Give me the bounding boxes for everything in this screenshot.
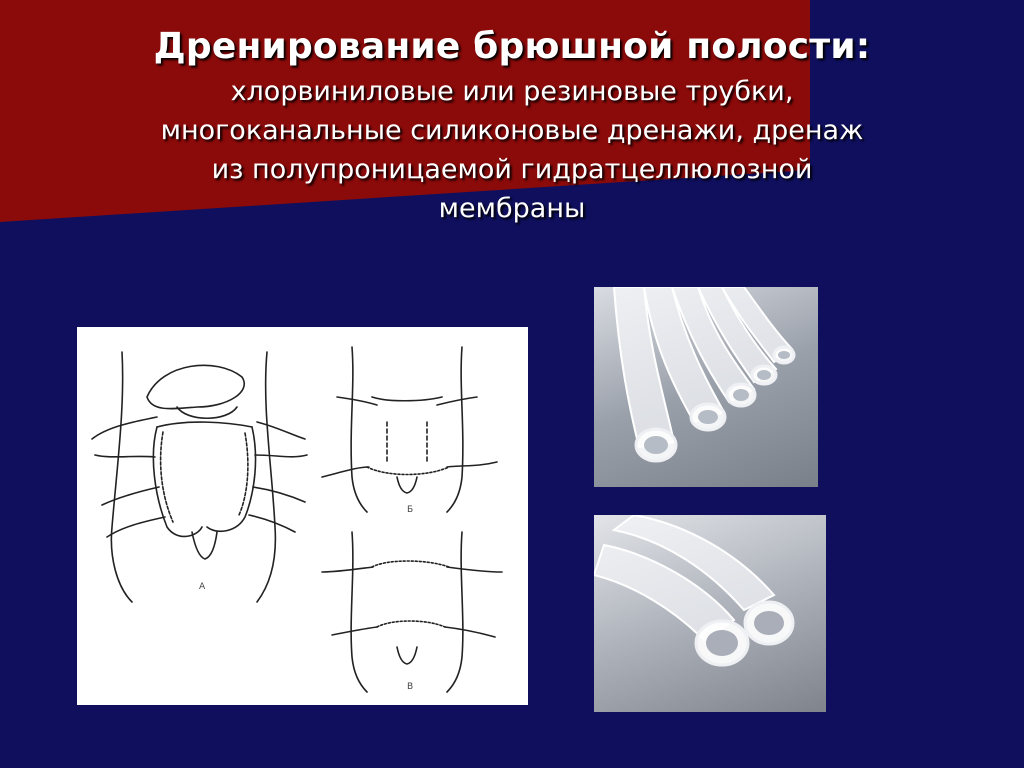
drainage-drawing-image — [77, 327, 528, 705]
figure-label-a: А — [199, 582, 206, 592]
figure-label-c: В — [407, 682, 414, 692]
multichannel-tubes-photo — [594, 287, 818, 487]
slide-title: Дренирование брюшной полости: — [153, 26, 871, 67]
title-block — [30, 22, 994, 228]
double-lumen-tube-svg — [594, 515, 826, 712]
drainage-drawing-svg — [77, 327, 528, 705]
figure-label-b: Б — [407, 505, 414, 515]
subtitle-line-1: хлорвиниловые или резиновые трубки, — [230, 76, 794, 107]
subtitle-line-2: многоканальные силиконовые дренажи, дренаж — [160, 115, 864, 146]
double-lumen-tube-photo — [594, 515, 826, 712]
multichannel-tubes-svg — [594, 287, 818, 487]
subtitle-line-3: из полупроницаемой гидратцеллюлозной — [211, 154, 813, 185]
subtitle-line-4: мембраны — [438, 193, 586, 224]
